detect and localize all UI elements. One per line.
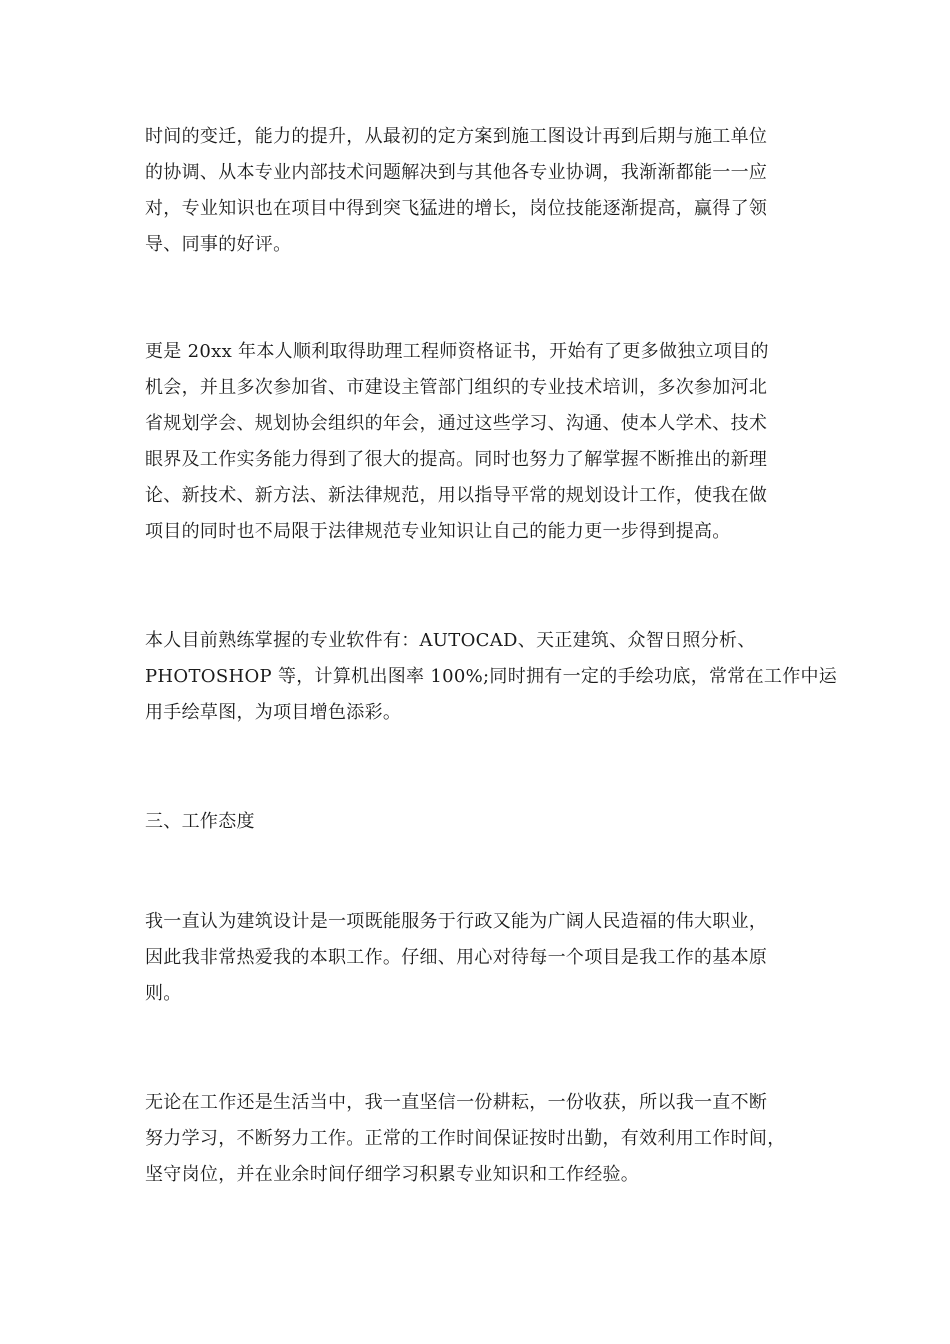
text-line: 用手绘草图，为项目增色添彩。 (145, 702, 402, 723)
text-line: 论、新技术、新方法、新法律规范，用以指导平常的规划设计工作，使我在做 (145, 485, 768, 506)
section-heading-work-attitude: 三、工作态度 (145, 811, 255, 832)
text-line: 我一直认为建筑设计是一项既能服务于行政又能为广阔人民造福的伟大职业， (145, 911, 768, 932)
text-line: 对，专业知识也在项目中得到突飞猛进的增长，岗位技能逐渐提高，赢得了领 (145, 198, 768, 219)
text-line: 省规划学会、规划协会组织的年会，通过这些学习、沟通、使本人学术、技术 (145, 413, 768, 434)
paragraph-software-skills (145, 623, 838, 731)
paragraph-certification (145, 334, 809, 550)
text-line: 项目的同时也不局限于法律规范专业知识让自己的能力更一步得到提高。 (145, 521, 731, 542)
paragraph-love-of-work (145, 904, 809, 1012)
text-line: 机会，并且多次参加省、市建设主管部门组织的专业技术培训，多次参加河北 (145, 377, 768, 398)
text-line: 本人目前熟练掌握的专业软件有：AUTOCAD、天正建筑、众智日照分析、 (145, 630, 756, 651)
text-line: 导、同事的好评。 (145, 234, 292, 255)
text-line: 无论在工作还是生活当中，我一直坚信一份耕耘，一份收获，所以我一直不断 (145, 1092, 768, 1113)
paragraph-diligence (145, 1085, 809, 1193)
text-line: 眼界及工作实务能力得到了很大的提高。同时也努力了解掌握不断推出的新理 (145, 449, 768, 470)
paragraph-career-growth (145, 119, 809, 263)
text-line: 时间的变迁，能力的提升，从最初的定方案到施工图设计再到后期与施工单位 (145, 126, 768, 147)
text-line: 更是 20xx 年本人顺利取得助理工程师资格证书，开始有了更多做独立项目的 (145, 341, 769, 362)
text-line: 努力学习，不断努力工作。正常的工作时间保证按时出勤，有效利用工作时间， (145, 1128, 786, 1149)
text-line: PHOTOSHOP 等，计算机出图率 100%;同时拥有一定的手绘功底，常常在工作中运 (145, 666, 838, 687)
text-line: 因此我非常热爱我的本职工作。仔细、用心对待每一个项目是我工作的基本原 (145, 947, 768, 968)
text-line: 则。 (145, 983, 182, 1004)
text-line: 的协调、从本专业内部技术问题解决到与其他各专业协调，我渐渐都能一一应 (145, 162, 768, 183)
text-line: 坚守岗位，并在业余时间仔细学习积累专业知识和工作经验。 (145, 1164, 640, 1185)
